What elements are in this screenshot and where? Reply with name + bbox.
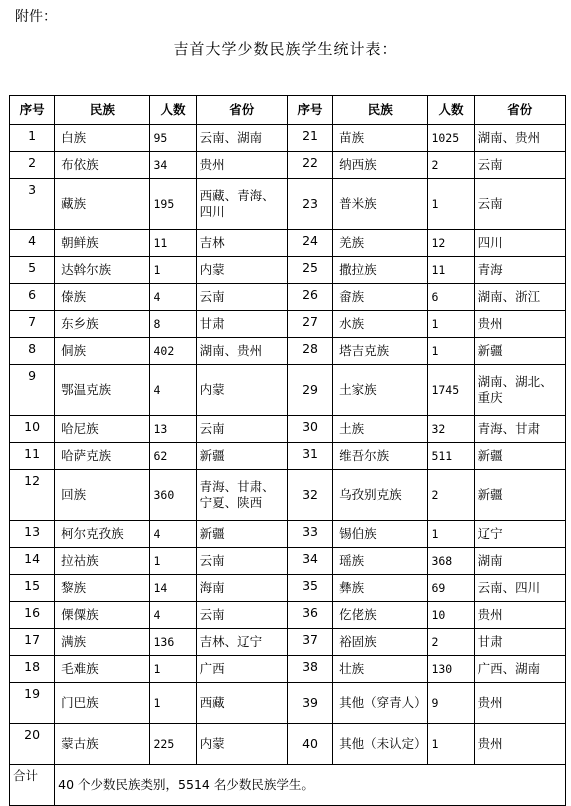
cell-province: 甘肃 [196, 311, 287, 338]
cell-province: 云南、湖南 [196, 125, 287, 152]
cell-name: 东乡族 [55, 311, 150, 338]
ethnic-stats-table [9, 95, 566, 806]
table-row [10, 548, 566, 575]
cell-province: 云南 [474, 179, 565, 230]
header-no: 序号 [10, 96, 55, 125]
cell-province: 西藏、青海、四川 [196, 179, 287, 230]
cell-province: 云南 [196, 602, 287, 629]
cell-no: 27 [287, 311, 332, 338]
cell-count: 1 [150, 683, 196, 724]
table-row [10, 416, 566, 443]
header-count: 人数 [150, 96, 196, 125]
header-name: 民族 [333, 96, 428, 125]
cell-name: 乌孜别克族 [333, 470, 428, 521]
cell-count: 1 [428, 521, 474, 548]
cell-no: 12 [10, 470, 55, 521]
cell-count: 2 [428, 470, 474, 521]
cell-province: 云南、四川 [474, 575, 565, 602]
cell-count: 2 [428, 152, 474, 179]
cell-count: 4 [150, 284, 196, 311]
cell-count: 1 [150, 257, 196, 284]
cell-no: 1 [10, 125, 55, 152]
header-name: 民族 [55, 96, 150, 125]
table-row [10, 683, 566, 724]
table-row [10, 575, 566, 602]
cell-province: 云南 [196, 548, 287, 575]
cell-province: 内蒙 [196, 257, 287, 284]
cell-name: 傣族 [55, 284, 150, 311]
cell-name: 白族 [55, 125, 150, 152]
cell-name: 拉祜族 [55, 548, 150, 575]
cell-count: 130 [428, 656, 474, 683]
cell-name: 黎族 [55, 575, 150, 602]
table-header-row [10, 96, 566, 125]
cell-no: 5 [10, 257, 55, 284]
cell-name: 水族 [333, 311, 428, 338]
cell-count: 402 [150, 338, 196, 365]
cell-count: 1745 [428, 365, 474, 416]
header-no: 序号 [287, 96, 332, 125]
cell-name: 门巴族 [55, 683, 150, 724]
cell-count: 62 [150, 443, 196, 470]
cell-name: 土家族 [333, 365, 428, 416]
cell-province: 新疆 [474, 470, 565, 521]
cell-name: 普米族 [333, 179, 428, 230]
cell-province: 湖南、贵州 [196, 338, 287, 365]
cell-name: 朝鲜族 [55, 230, 150, 257]
cell-count: 1 [428, 311, 474, 338]
cell-no: 14 [10, 548, 55, 575]
header-province: 省份 [196, 96, 287, 125]
cell-name: 傈僳族 [55, 602, 150, 629]
cell-province: 湖南、贵州 [474, 125, 565, 152]
cell-count: 368 [428, 548, 474, 575]
cell-province: 青海 [474, 257, 565, 284]
cell-count: 1 [428, 724, 474, 765]
cell-count: 11 [428, 257, 474, 284]
cell-no: 28 [287, 338, 332, 365]
cell-no: 6 [10, 284, 55, 311]
cell-name: 藏族 [55, 179, 150, 230]
cell-province: 内蒙 [196, 724, 287, 765]
cell-name: 布依族 [55, 152, 150, 179]
cell-no: 34 [287, 548, 332, 575]
cell-count: 11 [150, 230, 196, 257]
cell-no: 30 [287, 416, 332, 443]
cell-count: 1025 [428, 125, 474, 152]
cell-no: 35 [287, 575, 332, 602]
cell-count: 195 [150, 179, 196, 230]
cell-province: 海南 [196, 575, 287, 602]
cell-count: 136 [150, 629, 196, 656]
cell-no: 10 [10, 416, 55, 443]
cell-name: 毛难族 [55, 656, 150, 683]
cell-no: 26 [287, 284, 332, 311]
cell-name: 羌族 [333, 230, 428, 257]
document-title: 吉首大学少数民族学生统计表： [173, 40, 398, 58]
cell-province: 贵州 [474, 683, 565, 724]
cell-province: 吉林 [196, 230, 287, 257]
cell-no: 16 [10, 602, 55, 629]
cell-province: 广西、湖南 [474, 656, 565, 683]
cell-province: 湖南、湖北、重庆 [474, 365, 565, 416]
cell-no: 38 [287, 656, 332, 683]
cell-province: 西藏 [196, 683, 287, 724]
cell-name: 满族 [55, 629, 150, 656]
cell-no: 9 [10, 365, 55, 416]
cell-no: 36 [287, 602, 332, 629]
cell-no: 11 [10, 443, 55, 470]
header-province: 省份 [474, 96, 565, 125]
cell-province: 青海、甘肃、宁夏、陕西 [196, 470, 287, 521]
cell-no: 4 [10, 230, 55, 257]
cell-name: 纳西族 [333, 152, 428, 179]
cell-no: 18 [10, 656, 55, 683]
table-row [10, 257, 566, 284]
cell-province: 贵州 [474, 724, 565, 765]
cell-no: 8 [10, 338, 55, 365]
cell-name: 达斡尔族 [55, 257, 150, 284]
cell-province: 新疆 [196, 443, 287, 470]
cell-name: 其他（未认定） [333, 724, 428, 765]
cell-name: 瑶族 [333, 548, 428, 575]
cell-count: 4 [150, 365, 196, 416]
cell-count: 4 [150, 602, 196, 629]
cell-no: 33 [287, 521, 332, 548]
cell-name: 回族 [55, 470, 150, 521]
cell-province: 甘肃 [474, 629, 565, 656]
cell-count: 360 [150, 470, 196, 521]
cell-name: 侗族 [55, 338, 150, 365]
table-row [10, 311, 566, 338]
cell-no: 20 [10, 724, 55, 765]
cell-name: 裕固族 [333, 629, 428, 656]
attachment-label: 附件： [15, 9, 57, 25]
cell-province: 广西 [196, 656, 287, 683]
cell-count: 511 [428, 443, 474, 470]
cell-count: 1 [150, 548, 196, 575]
cell-no: 39 [287, 683, 332, 724]
table-row [10, 179, 566, 230]
cell-count: 2 [428, 629, 474, 656]
cell-name: 其他（穿青人） [333, 683, 428, 724]
table-row [10, 470, 566, 521]
cell-no: 15 [10, 575, 55, 602]
cell-count: 4 [150, 521, 196, 548]
cell-no: 13 [10, 521, 55, 548]
header-count: 人数 [428, 96, 474, 125]
cell-count: 1 [150, 656, 196, 683]
table-row [10, 152, 566, 179]
total-label: 合计 [10, 765, 55, 806]
cell-province: 云南 [196, 284, 287, 311]
table-row [10, 230, 566, 257]
cell-name: 蒙古族 [55, 724, 150, 765]
table-row [10, 724, 566, 765]
cell-province: 四川 [474, 230, 565, 257]
cell-count: 8 [150, 311, 196, 338]
cell-no: 29 [287, 365, 332, 416]
cell-count: 95 [150, 125, 196, 152]
cell-name: 锡伯族 [333, 521, 428, 548]
cell-province: 新疆 [474, 338, 565, 365]
cell-province: 青海、甘肃 [474, 416, 565, 443]
cell-province: 新疆 [196, 521, 287, 548]
total-summary: 40 个少数民族类别，5514 名少数民族学生。 [55, 765, 566, 806]
cell-name: 维吾尔族 [333, 443, 428, 470]
table-row [10, 521, 566, 548]
table-row [10, 629, 566, 656]
cell-province: 云南 [196, 416, 287, 443]
cell-count: 225 [150, 724, 196, 765]
cell-count: 69 [428, 575, 474, 602]
cell-no: 25 [287, 257, 332, 284]
cell-no: 23 [287, 179, 332, 230]
table-row [10, 284, 566, 311]
cell-name: 土族 [333, 416, 428, 443]
cell-name: 壮族 [333, 656, 428, 683]
table-row [10, 365, 566, 416]
cell-no: 37 [287, 629, 332, 656]
cell-province: 内蒙 [196, 365, 287, 416]
cell-no: 7 [10, 311, 55, 338]
cell-count: 14 [150, 575, 196, 602]
cell-province: 吉林、辽宁 [196, 629, 287, 656]
cell-province: 贵州 [196, 152, 287, 179]
cell-no: 22 [287, 152, 332, 179]
cell-no: 2 [10, 152, 55, 179]
cell-name: 哈萨克族 [55, 443, 150, 470]
cell-count: 1 [428, 179, 474, 230]
cell-no: 32 [287, 470, 332, 521]
cell-count: 6 [428, 284, 474, 311]
cell-name: 哈尼族 [55, 416, 150, 443]
cell-province: 新疆 [474, 443, 565, 470]
cell-name: 柯尔克孜族 [55, 521, 150, 548]
cell-province: 贵州 [474, 311, 565, 338]
cell-province: 湖南、浙江 [474, 284, 565, 311]
cell-count: 12 [428, 230, 474, 257]
table-row [10, 656, 566, 683]
cell-count: 13 [150, 416, 196, 443]
cell-no: 17 [10, 629, 55, 656]
table-body [10, 125, 566, 806]
cell-name: 畲族 [333, 284, 428, 311]
cell-name: 彝族 [333, 575, 428, 602]
table-row [10, 338, 566, 365]
table-row [10, 125, 566, 152]
cell-no: 24 [287, 230, 332, 257]
cell-province: 湖南 [474, 548, 565, 575]
table-row [10, 602, 566, 629]
cell-name: 苗族 [333, 125, 428, 152]
cell-count: 34 [150, 152, 196, 179]
cell-province: 贵州 [474, 602, 565, 629]
cell-count: 1 [428, 338, 474, 365]
cell-no: 19 [10, 683, 55, 724]
cell-no: 21 [287, 125, 332, 152]
total-row [10, 765, 566, 806]
cell-name: 塔吉克族 [333, 338, 428, 365]
cell-name: 仡佬族 [333, 602, 428, 629]
cell-no: 3 [10, 179, 55, 230]
table-row [10, 443, 566, 470]
cell-count: 10 [428, 602, 474, 629]
cell-province: 云南 [474, 152, 565, 179]
cell-name: 鄂温克族 [55, 365, 150, 416]
cell-no: 31 [287, 443, 332, 470]
cell-province: 辽宁 [474, 521, 565, 548]
cell-no: 40 [287, 724, 332, 765]
cell-count: 9 [428, 683, 474, 724]
cell-name: 撒拉族 [333, 257, 428, 284]
cell-count: 32 [428, 416, 474, 443]
